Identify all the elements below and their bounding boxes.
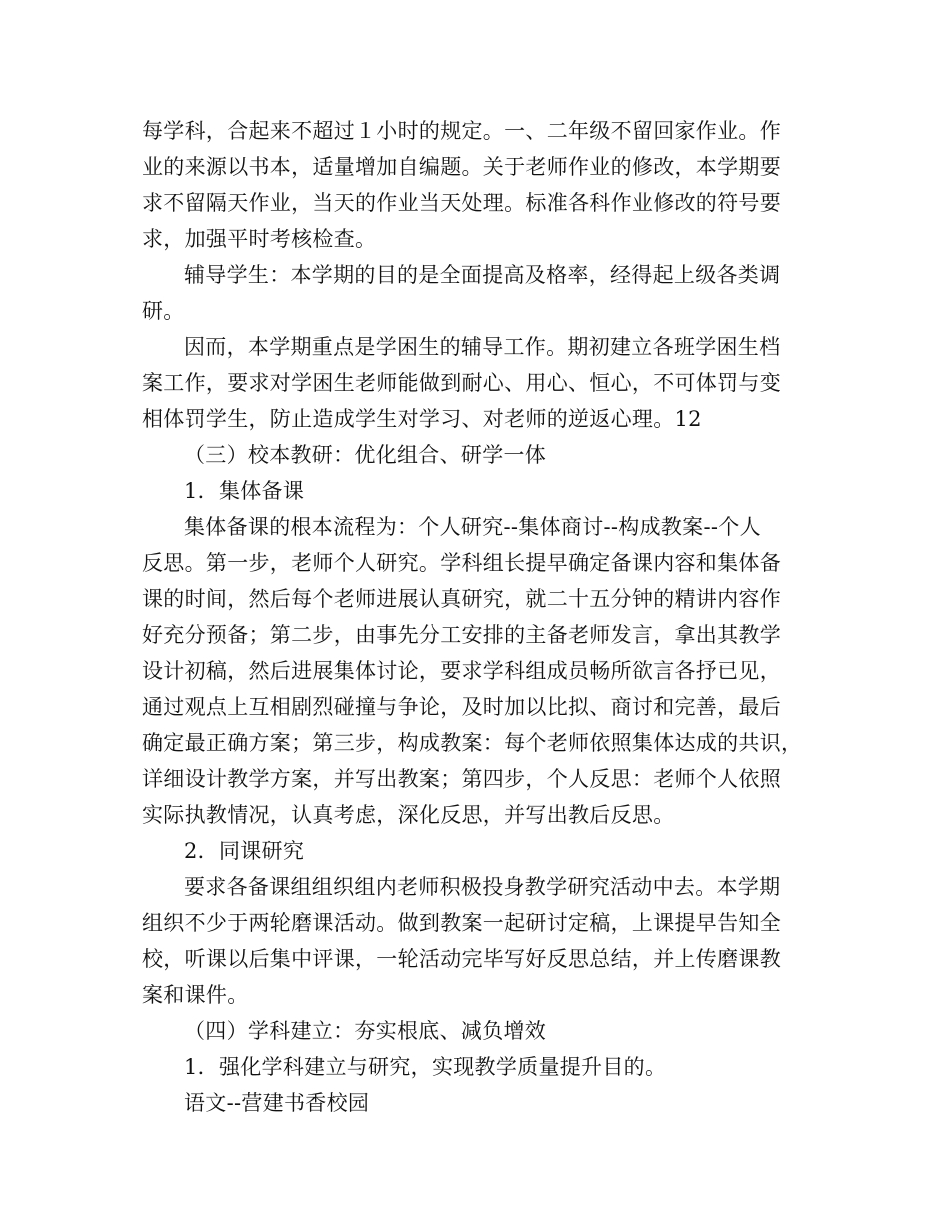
text-line: 组织不少于两轮磨课活动。做到教案一起研讨定稿，上课提早告知全 xyxy=(142,911,781,935)
document-body xyxy=(142,113,814,1121)
text-line: 好充分预备；第二步，由事先分工安排的主备老师发言，拿出其教学 xyxy=(142,623,781,647)
section-heading: （四）学科建立：夯实根底、减负增效 xyxy=(184,1019,547,1043)
text-line: 案和课件。 xyxy=(142,983,249,1007)
text-line: 反思。第一步，老师个人研究。学科组长提早确定备课内容和集体备 xyxy=(142,551,781,575)
text-line: 研。 xyxy=(142,299,185,323)
text-line: 通过观点上互相剧烈碰撞与争论，及时加以比拟、商讨和完善，最后 xyxy=(142,695,781,719)
text-line: 每学科，合起来不超过１小时的规定。一、二年级不留回家作业。作 xyxy=(142,119,781,143)
section-heading: （三）校本教研：优化组合、研学一体 xyxy=(184,443,547,467)
subsection-heading: 2．同课研究 xyxy=(184,839,305,863)
text-line: 相体罚学生，防止造成学生对学习、对老师的逆返心理。12 xyxy=(142,407,702,431)
text-line: 确定最正确方案；第三步，构成教案：每个老师依照集体达成的共识， xyxy=(142,731,803,755)
text-line: 求，加强平时考核检查。 xyxy=(142,227,377,251)
subsection-heading: 1．集体备课 xyxy=(184,479,305,503)
text-line: 设计初稿，然后进展集体讨论，要求学科组成员畅所欲言各抒已见， xyxy=(142,659,781,683)
paragraph-first-line: 辅导学生：本学期的目的是全面提高及格率，经得起上级各类调 xyxy=(184,263,781,287)
subsection-heading: 语文--营建书香校园 xyxy=(184,1091,370,1115)
paragraph-first-line: 要求各备课组组织组内老师积极投身教学研究活动中去。本学期 xyxy=(184,875,781,899)
text-line: 校，听课以后集中评课，一轮活动完毕写好反思总结，并上传磨课教 xyxy=(142,947,781,971)
paragraph-first-line: 因而，本学期重点是学困生的辅导工作。期初建立各班学困生档 xyxy=(184,335,781,359)
text-line: 案工作，要求对学困生老师能做到耐心、用心、恒心，不可体罚与变 xyxy=(142,371,781,395)
subsection-heading: 1．强化学科建立与研究，实现教学质量提升目的。 xyxy=(184,1055,667,1079)
paragraph-first-line: 集体备课的根本流程为：个人研究--集体商讨--构成教案--个人 xyxy=(184,515,761,539)
text-line: 详细设计教学方案，并写出教案；第四步，个人反思：老师个人依照 xyxy=(142,767,781,791)
text-line: 业的来源以书本，适量增加自编题。关于老师作业的修改，本学期要 xyxy=(142,155,781,179)
text-line: 求不留隔天作业，当天的作业当天处理。标准各科作业修改的符号要 xyxy=(142,191,781,215)
text-line: 实际执教情况，认真考虑，深化反思，并写出教后反思。 xyxy=(142,803,675,827)
text-line: 课的时间，然后每个老师进展认真研究，就二十五分钟的精讲内容作 xyxy=(142,587,781,611)
